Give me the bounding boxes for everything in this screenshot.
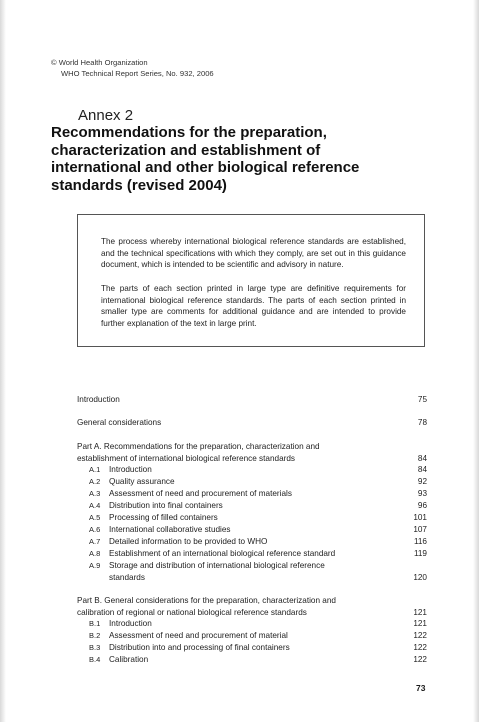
toc-entry-page: 121 bbox=[413, 619, 427, 628]
title-line: standards (revised 2004) bbox=[51, 176, 227, 194]
toc-entry[interactable] bbox=[77, 513, 428, 525]
toc-entry-page: 93 bbox=[417, 489, 427, 498]
toc-entry-title: Introduction bbox=[77, 395, 120, 404]
toc-entry-page: 78 bbox=[417, 418, 427, 427]
toc-part-heading: Part A. Recommendations for the preparation, characterization and bbox=[77, 442, 320, 451]
toc-entry-title: Storage and distribution of international biological reference bbox=[109, 561, 325, 570]
toc-entry-number: A.4 bbox=[89, 501, 101, 510]
toc-entry-introduction[interactable] bbox=[77, 395, 428, 407]
document-title bbox=[51, 124, 381, 194]
toc-entry-number: A.2 bbox=[89, 477, 101, 486]
toc-entry[interactable] bbox=[77, 525, 428, 537]
toc-entry-number: A.7 bbox=[89, 537, 101, 546]
toc-entry[interactable] bbox=[77, 655, 428, 667]
toc-entry-page: 96 bbox=[417, 501, 427, 510]
toc-entry-page: 121 bbox=[413, 608, 427, 617]
toc-entry-number: A.8 bbox=[89, 549, 101, 558]
toc-entry-number: B.4 bbox=[89, 655, 101, 664]
toc-entry[interactable] bbox=[77, 643, 428, 655]
toc-part-b-heading[interactable] bbox=[77, 596, 428, 608]
toc-entry-title: Assessment of need and procurement of material bbox=[109, 631, 288, 640]
toc-entry[interactable] bbox=[77, 501, 428, 513]
toc-entry-number: A.1 bbox=[89, 465, 101, 474]
title-line: international and other biological reference bbox=[51, 159, 360, 176]
toc-part-heading: establishment of international biological reference standards bbox=[77, 454, 296, 463]
toc-entry-title: Processing of filled containers bbox=[109, 513, 218, 522]
toc-entry-number: B.1 bbox=[89, 619, 101, 628]
toc-entry-page: 120 bbox=[413, 573, 427, 582]
toc-entry[interactable] bbox=[77, 631, 428, 643]
toc-entry[interactable] bbox=[77, 477, 428, 489]
toc-entry-title: Assessment of need and procurement of materials bbox=[109, 489, 292, 498]
toc-entry-title: Introduction bbox=[109, 619, 152, 628]
page-number: 73 bbox=[416, 683, 426, 693]
toc-entry-number: A.6 bbox=[89, 525, 101, 534]
toc-entry-number: A.3 bbox=[89, 489, 101, 498]
toc-entry-page: 122 bbox=[413, 643, 427, 652]
toc-entry[interactable] bbox=[77, 549, 428, 561]
copyright-line: © World Health Organization bbox=[51, 58, 148, 67]
toc-entry-title: Distribution into and processing of final containers bbox=[109, 643, 290, 652]
toc-entry-number: B.2 bbox=[89, 631, 101, 640]
toc-entry-number: B.3 bbox=[89, 643, 101, 652]
toc-entry[interactable] bbox=[77, 489, 428, 501]
toc-entry-number: A.9 bbox=[89, 561, 101, 570]
toc-entry-title: Distribution into final containers bbox=[109, 501, 223, 510]
toc-part-a-heading[interactable] bbox=[77, 442, 428, 454]
summary-paragraph: The process whereby international biological reference standards are established, and the technical specifications with which they comply, are set out in this guidance document, which is intended to be scientific and advisory in nature. bbox=[101, 237, 406, 270]
summary-paragraph: The parts of each section printed in large type are definitive requirements for international biological reference standards. The parts of each section printed in smaller type are comments for additional guidance and are intended to provide further explanation of the text in large print. bbox=[101, 284, 406, 328]
toc-entry-page: 84 bbox=[417, 454, 427, 463]
toc-entry-title: Establishment of an international biological reference standard bbox=[109, 549, 336, 558]
copyright-notice bbox=[51, 57, 214, 79]
toc-entry-title: Introduction bbox=[109, 465, 152, 474]
page-edge-left bbox=[0, 0, 6, 722]
toc-entry-cont[interactable] bbox=[77, 573, 428, 585]
toc-entry-page: 122 bbox=[413, 655, 427, 664]
title-line: Recommendations for the preparation, bbox=[51, 124, 327, 141]
toc-entry[interactable] bbox=[77, 537, 428, 549]
toc-part-heading: calibration of regional or national biological reference standards bbox=[77, 608, 307, 617]
title-line: characterization and establishment of bbox=[51, 141, 321, 159]
annex-label: Annex 2 bbox=[78, 107, 134, 124]
toc-part-heading: Part B. General considerations for the preparation, characterization and bbox=[77, 596, 336, 605]
toc-entry-page: 84 bbox=[417, 465, 427, 474]
toc-entry-page: 119 bbox=[413, 549, 427, 558]
toc-entry-number: A.5 bbox=[89, 513, 101, 522]
toc-entry-general[interactable] bbox=[77, 418, 428, 430]
toc-entry-page: 122 bbox=[413, 631, 427, 640]
toc-entry-page: 92 bbox=[417, 477, 427, 486]
toc-entry[interactable] bbox=[77, 619, 428, 631]
series-line: WHO Technical Report Series, No. 932, 2006 bbox=[61, 69, 214, 78]
toc-entry-title: General considerations bbox=[77, 418, 162, 427]
toc-entry-page: 107 bbox=[413, 525, 427, 534]
toc-entry-title: International collaborative studies bbox=[109, 525, 231, 534]
toc-entry-page: 101 bbox=[413, 513, 427, 522]
toc-entry[interactable] bbox=[77, 465, 428, 477]
toc-entry-title: Calibration bbox=[109, 655, 149, 664]
summary-box bbox=[77, 214, 425, 347]
toc-entry-title: Detailed information to be provided to WHO bbox=[109, 537, 268, 546]
toc-entry-page: 116 bbox=[413, 537, 427, 546]
toc-entry-title: standards bbox=[109, 573, 145, 582]
toc-entry-page: 75 bbox=[417, 395, 427, 404]
toc-entry-title: Quality assurance bbox=[109, 477, 175, 486]
page-edge-right bbox=[473, 0, 479, 722]
toc-entry[interactable] bbox=[77, 561, 428, 573]
